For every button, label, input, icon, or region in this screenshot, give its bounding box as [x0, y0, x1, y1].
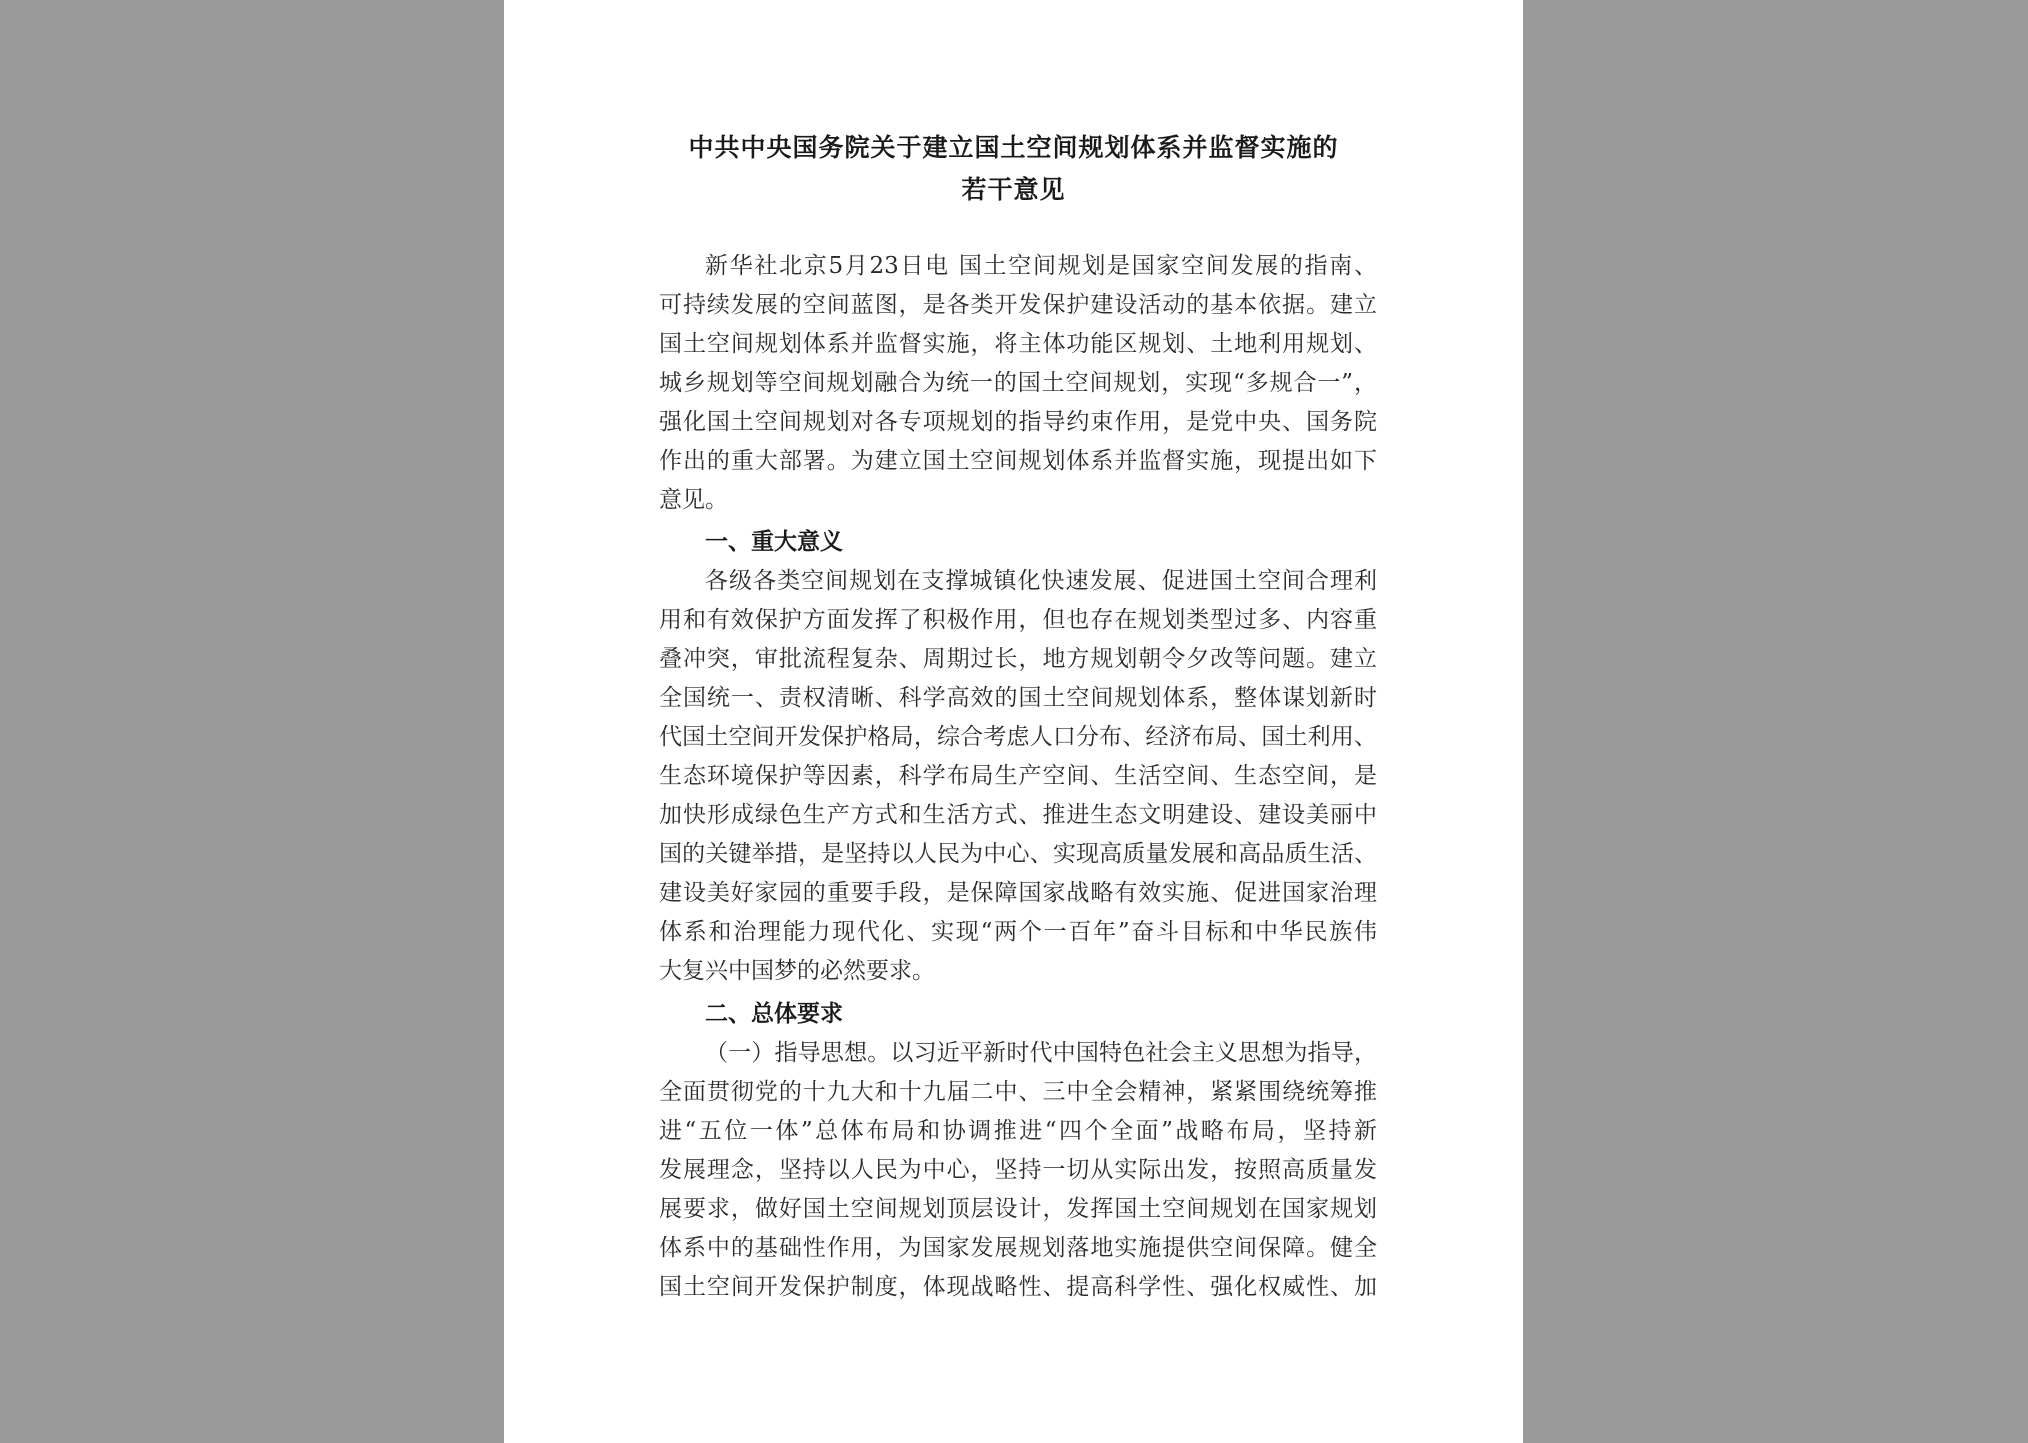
paragraph-line: 展要求，做好国土空间规划顶层设计，发挥国土空间规划在国家规划: [659, 1196, 1377, 1222]
paragraph-line: 建设美好家园的重要手段，是保障国家战略有效实施、促进国家治理: [659, 880, 1377, 906]
paragraph-line: 体系和治理能力现代化、实现“两个一百年”奋斗目标和中华民族伟: [659, 919, 1377, 945]
paragraph-line: 国土空间规划体系并监督实施，将主体功能区规划、土地利用规划、: [659, 331, 1377, 357]
paragraph-line: 国的关键举措，是坚持以人民为中心、实现高质量发展和高品质生活、: [659, 841, 1377, 867]
paragraph-line: 体系中的基础性作用，为国家发展规划落地实施提供空间保障。健全: [659, 1235, 1377, 1261]
paragraph-line: 叠冲突，审批流程复杂、周期过长，地方规划朝令夕改等问题。建立: [659, 646, 1377, 672]
paragraph-line: 各级各类空间规划在支撑城镇化快速发展、促进国土空间合理利: [705, 568, 1377, 594]
paragraph-line: 全面贯彻党的十九大和十九届二中、三中全会精神，紧紧围绕统筹推: [659, 1079, 1377, 1105]
paragraph-line: 进“五位一体”总体布局和协调推进“四个全面”战略布局，坚持新: [659, 1118, 1377, 1144]
paragraph-line: 国土空间开发保护制度，体现战略性、提高科学性、强化权威性、加: [659, 1274, 1377, 1300]
paragraph-line: （一）指导思想。以习近平新时代中国特色社会主义思想为指导，: [705, 1040, 1377, 1066]
paragraph-line: 强化国土空间规划对各专项规划的指导约束作用，是党中央、国务院: [659, 409, 1377, 435]
document-page: [504, 0, 1523, 1443]
section-heading: 一、重大意义: [705, 529, 843, 555]
document-title-line-1: 中共中央国务院关于建立国土空间规划体系并监督实施的: [688, 133, 1339, 162]
paragraph-line: 新华社北京5月23日电 国土空间规划是国家空间发展的指南、: [705, 253, 1377, 279]
paragraph-line: 作出的重大部署。为建立国土空间规划体系并监督实施，现提出如下: [659, 448, 1377, 474]
paragraph-line: 可持续发展的空间蓝图，是各类开发保护建设活动的基本依据。建立: [659, 292, 1377, 318]
paragraph-line: 城乡规划等空间规划融合为统一的国土空间规划，实现“多规合一”，: [659, 370, 1377, 396]
document-title-line-2: 若干意见: [961, 175, 1066, 204]
paragraph-line: 全国统一、责权清晰、科学高效的国土空间规划体系，整体谋划新时: [659, 685, 1377, 711]
paragraph-line: 大复兴中国梦的必然要求。: [659, 958, 935, 984]
paragraph-line: 生态环境保护等因素，科学布局生产空间、生活空间、生态空间，是: [659, 763, 1377, 789]
paragraph-line: 意见。: [659, 487, 728, 513]
paragraph-line: 用和有效保护方面发挥了积极作用，但也存在规划类型过多、内容重: [659, 607, 1377, 633]
section-heading: 二、总体要求: [705, 1001, 843, 1027]
paragraph-line: 加快形成绿色生产方式和生活方式、推进生态文明建设、建设美丽中: [659, 802, 1377, 828]
paragraph-line: 发展理念，坚持以人民为中心，坚持一切从实际出发，按照高质量发: [659, 1157, 1377, 1183]
paragraph-line: 代国土空间开发保护格局，综合考虑人口分布、经济布局、国土利用、: [659, 724, 1377, 750]
